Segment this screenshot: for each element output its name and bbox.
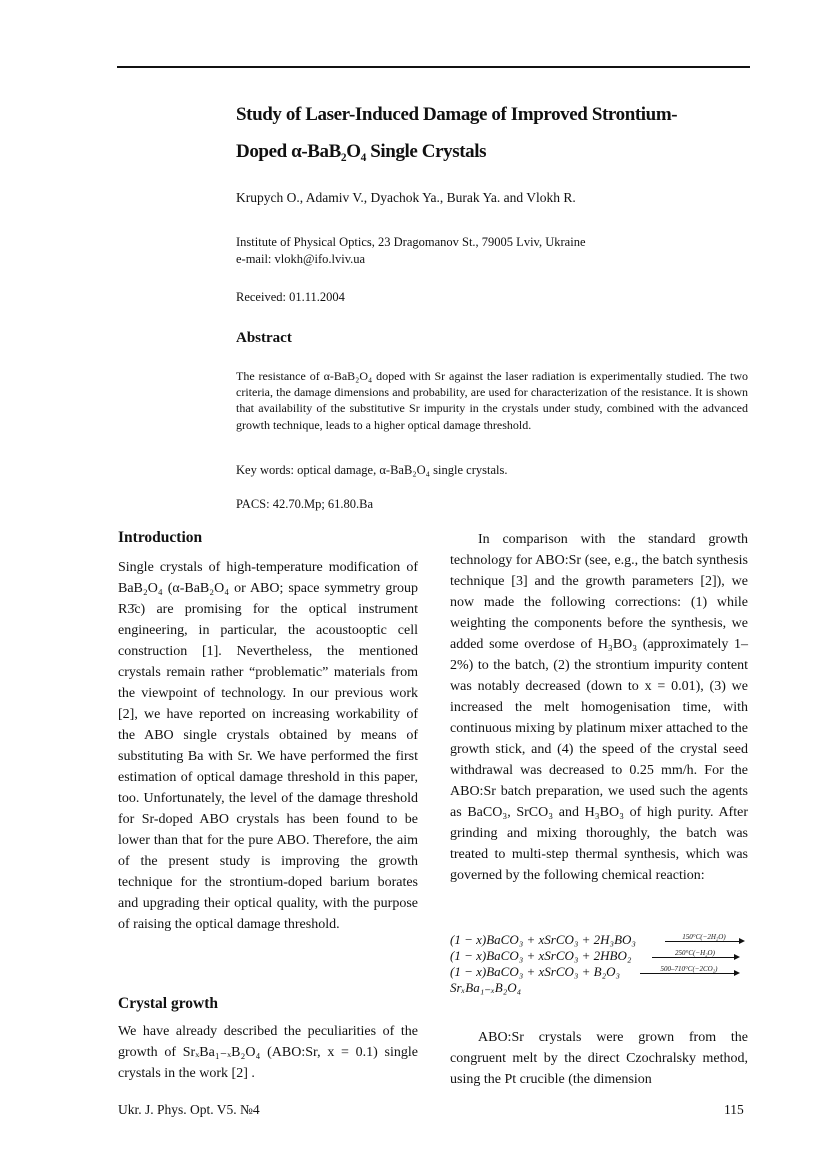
title-line-1: Study of Laser-Induced Damage of Improved Strontium- [236, 104, 678, 125]
crystal-growth-heading: Crystal growth [118, 995, 219, 1012]
chemical-reaction [450, 932, 750, 996]
authors: Krupych O., Adamiv V., Dyachok Ya., Burak Ya. and Vlokh R. [236, 190, 576, 205]
title-line-2: Doped α-BaB₂O₄ Single Crystals [236, 141, 487, 162]
institute: Institute of Physical Optics, 23 Dragomanov St., 79005 Lviv, Ukraine [236, 235, 586, 249]
reaction-arrow-1 [665, 933, 743, 947]
introduction-text: Single crystals of high-temperature modification of BaB₂O₄ (α-BaB₂O₄ or ABO; space symmetry group R3̄c) are promising for the optical instrument engineering, in particular, the acoustooptic cell construction [1]. Nevertheless, the mentioned crystals remain rather “problematic” materials from the viewpoint of technology. In our previous work [2], we have reported on increasing workability of the ABO single crystals obtained by means of substituting Ba with Sr. We have performed the first estimation of optical damage threshold in this paper, too. Unfortunately, the level of the damage threshold for Sr-doped ABO crystals has been found to be lower than that for the pure ABO. Therefore, the aim of the present study is improving the growth technique for the strontium-doped barium borates and upgrading their optical quality, with the purpose of raising the optical damage threshold. [118, 560, 418, 932]
crystal-growth-text: We have already described the peculiarities of the growth of SrₓBa₁₋ₓB₂O₄ (ABO:Sr, x = 0.1) single crystals in the work [2] . [118, 1024, 418, 1081]
abstract-heading: Abstract [236, 330, 292, 346]
introduction-heading: Introduction [118, 529, 203, 546]
keywords: Key words: optical damage, α-BaB₂O₄ single crystals. [236, 463, 508, 477]
reaction-condition-1: 150°C(−2H₂O) [682, 933, 726, 941]
affiliation [236, 234, 586, 268]
reaction-step-1 [450, 932, 750, 948]
reaction-lhs-1: (1 − x)BaCO₃ + xSrCO₃ + 2H₃BO₃ [450, 932, 636, 947]
reaction-condition-2: 250°C(−H₂O) [675, 949, 715, 957]
reaction-lhs-2: (1 − x)BaCO₃ + xSrCO₃ + 2HBO₂ [450, 948, 632, 963]
paper-title [236, 96, 756, 170]
reaction-lhs-3: (1 − x)BaCO₃ + xSrCO₃ + B₂O₃ [450, 964, 621, 979]
reaction-condition-3: 500–710°C(−2CO₂) [660, 965, 718, 973]
reaction-step-2 [450, 948, 750, 964]
abstract-text: The resistance of α-BaB₂O₄ doped with Sr against the laser radiation is experimentally studied. The two criteria, the damage dimensions and probability, are used for characterization of the resistance. It is shown that availability of the substitutive Sr impurity in the crystals under study, combined with the advanced growth technique, leads to a higher optical damage threshold. [236, 369, 748, 432]
received-date: Received: 01.11.2004 [236, 290, 345, 304]
email: e-mail: vlokh@ifo.lviv.ua [236, 252, 366, 266]
journal-reference: Ukr. J. Phys. Opt. V5. №4 [118, 1102, 260, 1117]
pacs-codes: PACS: 42.70.Mp; 61.80.Ba [236, 497, 374, 511]
header-rule [117, 66, 750, 68]
growth-corrections-text: In comparison with the standard growth technology for ABO:Sr (see, e.g., the batch synthesis technique [3] and the growth parameters [2]), we now made the following corrections: (1) while weighting the components before the synthesis, we added some overdose of H₃BO₃ (approximately 1–2%) to the batch, (2) the strontium impurity content was notably decreased (down to x = 0.01), (3) we increased the melt homogenisation time, with continuous mixing by platinum mixer attached to the growth stick, and (4) the speed of the crystal seed withdrawal was decreased to 0.25 mm/h. For the ABO:Sr batch preparation, we used such the agents as BaCO₃, SrCO₃ and H₃BO₃ of high purity. After grinding and mixing thoroughly, the batch was treated to multi-step thermal synthesis, which was governed by the following chemical reaction: [450, 532, 748, 883]
reaction-arrow-2 [652, 949, 738, 963]
reaction-arrow-3 [640, 965, 738, 979]
reaction-step-3 [450, 964, 750, 980]
page-number: 115 [724, 1102, 744, 1117]
reaction-product [450, 980, 750, 996]
growth-method-text: ABO:Sr crystals were grown from the congruent melt by the direct Czochralsky method, using the Pt crucible (the dimension [450, 1030, 748, 1087]
reaction-product-formula: SrₓBa₁₋ₓB₂O₄ [450, 980, 522, 995]
